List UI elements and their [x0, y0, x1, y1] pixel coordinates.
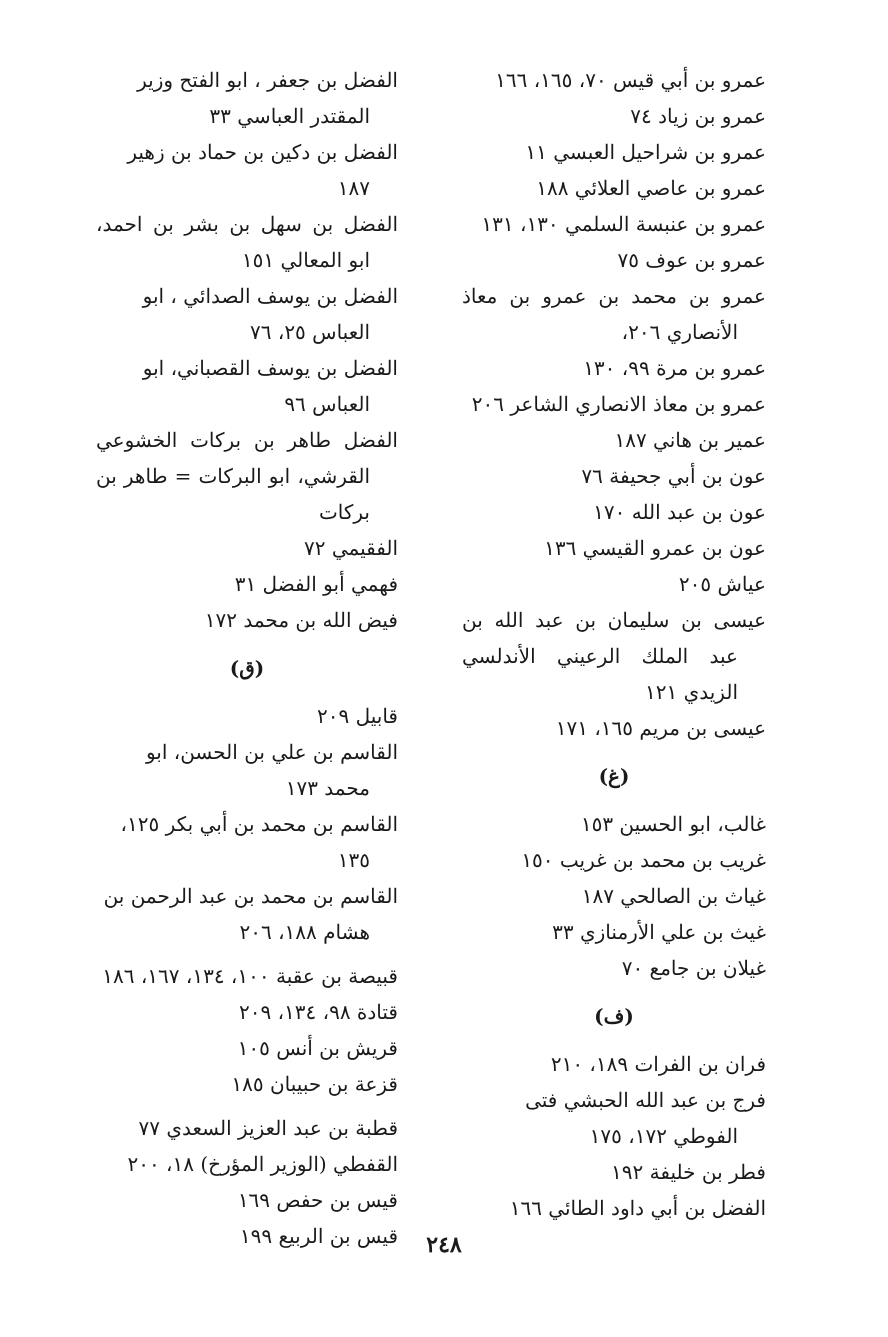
index-entry: قيس بن الربيع ١٩٩: [239, 1224, 398, 1248]
index-entry: الفضل بن أبي داود الطائي ١٦٦: [509, 1196, 766, 1220]
index-entry: غالب، ابو الحسين ١٥٣: [580, 812, 766, 836]
index-entry: فران بن الفرات ١٨٩، ٢١٠: [550, 1052, 766, 1076]
index-entry: غيلان بن جامع ٧٠: [621, 956, 766, 980]
index-entry: قابيل ٢٠٩: [317, 704, 398, 728]
index-entry: فطر بن خليفة ١٩٢: [611, 1160, 766, 1184]
index-entry: فرج بن عبد الله الحبشي فتى الفوطي ١٧٢، ١٧٥: [525, 1088, 766, 1148]
index-entry: الفضل طاهر بن بركات الخشوعي القرشي، ابو البركات = طاهر بن بركات: [96, 428, 398, 524]
index-entry: الفضل بن جعفر ، ابو الفتح وزير المقتدر العباسي ٣٣: [137, 68, 398, 128]
index-entry: الفضل بن يوسف الصدائي ، ابو العباس ٢٥، ٧٦: [142, 284, 398, 344]
index-entry: عون بن عبد الله ١٧٠: [593, 500, 766, 524]
index-entry: عمرو بن شراحيل العبسي ١١: [525, 140, 766, 164]
index-entry: الفضل بن دكين بن حماد بن زهير ١٨٧: [127, 140, 398, 200]
index-entry: قريش بن أنس ١٠٥: [237, 1036, 398, 1060]
index-entry: فهمي أبو الفضل ٣١: [234, 572, 398, 596]
index-entry: قتادة ٩٨، ١٣٤، ٢٠٩: [238, 1000, 398, 1024]
index-entry: القفطي (الوزير المؤرخ) ١٨، ٢٠٠: [127, 1152, 398, 1176]
index-entry: غريب بن محمد بن غريب ١٥٠: [521, 848, 766, 872]
section-heading-fa: (ف): [594, 1004, 634, 1028]
page-number: ٢٤٨: [426, 1232, 462, 1258]
index-entry: فيض الله بن محمد ١٧٢: [204, 608, 398, 632]
index-column-left: [96, 62, 398, 1254]
index-entry: غياث بن الصالحي ١٨٧: [581, 884, 766, 908]
index-entry: عمرو بن معاذ الانصاري الشاعر ٢٠٦: [471, 392, 766, 416]
index-entry: قطبة بن عبد العزيز السعدي ٧٧: [138, 1116, 398, 1140]
section-heading-qaf: (ق): [229, 656, 265, 680]
index-entry: غيث بن علي الأرمنازي ٣٣: [552, 920, 766, 944]
index-entry: عمرو بن عاصي العلائي ١٨٨: [536, 176, 766, 200]
index-entry: عمير بن هاني ١٨٧: [614, 428, 766, 452]
index-entry: الفضل بن سهل بن بشر بن احمد، ابو المعالي ١٥١: [96, 212, 398, 272]
index-entry: عمرو بن محمد بن عمرو بن معاذ الأنصاري ٢٠٦،: [462, 284, 766, 344]
index-entry: عمرو بن زياد ٧٤: [630, 104, 766, 128]
index-entry: قبيصة بن عقبة ١٠٠، ١٣٤، ١٦٧، ١٨٦: [102, 964, 398, 988]
index-entry: القاسم بن محمد بن عبد الرحمن بن هشام ١٨٨، ٢٠٦: [103, 884, 398, 944]
index-entry: عمرو بن مرة ٩٩، ١٣٠: [583, 356, 766, 380]
index-entry: عون بن عمرو القيسي ١٣٦: [544, 536, 766, 560]
index-column-right: [462, 62, 766, 1226]
index-entry: عيسى بن مريم ١٦٥، ١٧١: [555, 716, 766, 740]
index-entry: الفضل بن يوسف القصباني، ابو العباس ٩٦: [142, 356, 398, 416]
index-entry: عياش ٢٠٥: [678, 572, 766, 596]
index-entry: عون بن أبي جحيفة ٧٦: [581, 464, 766, 488]
index-entry: عيسى بن سليمان بن عبد الله بن عبد الملك الرعيني الأندلسي الزيدي ١٢١: [462, 608, 766, 704]
index-entry: قزعة بن حبيبان ١٨٥: [231, 1072, 398, 1096]
section-heading-ghain: (غ): [598, 764, 630, 788]
index-entry: عمرو بن عنبسة السلمي ١٣٠، ١٣١: [481, 212, 766, 236]
index-entry: عمرو بن أبي قيس ٧٠، ١٦٥، ١٦٦: [495, 68, 766, 92]
index-entry: القاسم بن محمد بن أبي بكر ١٢٥، ١٣٥: [120, 812, 398, 872]
index-entry: قيس بن حفص ١٦٩: [237, 1188, 398, 1212]
index-entry: الفقيمي ٧٢: [304, 536, 398, 560]
index-entry: عمرو بن عوف ٧٥: [617, 248, 766, 272]
index-entry: القاسم بن علي بن الحسن، ابو محمد ١٧٣: [145, 740, 398, 800]
